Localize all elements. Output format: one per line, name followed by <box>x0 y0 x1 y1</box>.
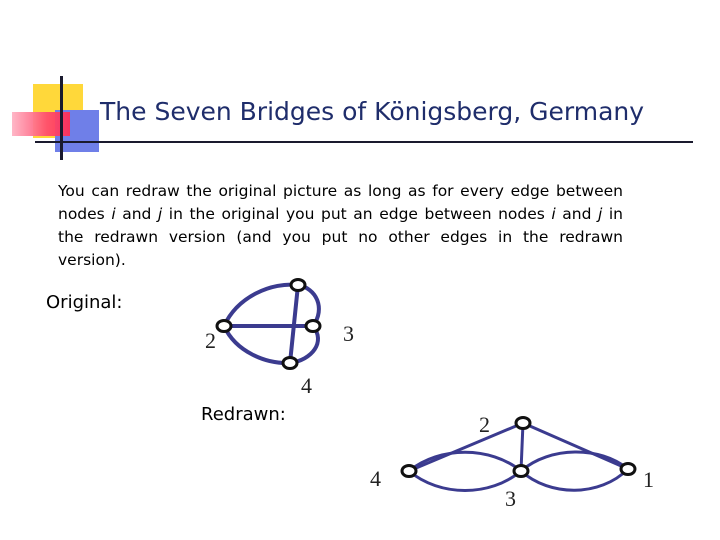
original-node-2 <box>217 321 231 332</box>
redrawn-node-2 <box>516 418 530 429</box>
desc-part-1: You can redraw the original picture as long as for every edge between nodes <box>58 182 623 223</box>
redrawn-graph <box>409 423 628 491</box>
original-label-3: 3 <box>343 321 354 346</box>
redrawn-label-3: 3 <box>505 486 516 511</box>
original-node-4 <box>283 358 297 369</box>
redrawn-edge-3-1-bottom <box>521 469 628 490</box>
desc-var-i-2: i <box>551 205 556 223</box>
redrawn-node-3 <box>514 466 528 477</box>
redrawn-edge-2-1 <box>523 423 628 469</box>
original-node-3 <box>306 321 320 332</box>
desc-part-5: in the redrawn version (and you put no other edges in the redrawn version). <box>58 205 624 269</box>
original-label: Original: <box>46 292 123 313</box>
redrawn-node-4 <box>402 466 416 477</box>
redrawn-label: Redrawn: <box>201 404 286 425</box>
redrawn-nodes <box>402 418 635 477</box>
desc-part-2: and <box>115 205 158 223</box>
redrawn-edge-4-3-top <box>409 452 521 471</box>
original-label-2: 2 <box>205 328 216 353</box>
original-label-4: 4 <box>301 373 312 398</box>
redrawn-node-1 <box>621 464 635 475</box>
slide-title: The Seven Bridges of Königsberg, Germany <box>100 97 645 126</box>
redrawn-label-1: 1 <box>643 467 654 492</box>
redrawn-label-2: 2 <box>479 412 490 437</box>
original-graph <box>224 285 319 363</box>
original-edge-2-bottom <box>224 326 290 363</box>
redrawn-edge-2-3 <box>521 423 523 471</box>
desc-part-3: in the original you put an edge between nodes <box>162 205 552 223</box>
redrawn-label-4: 4 <box>370 466 381 491</box>
desc-part-4: and <box>555 205 598 223</box>
desc-var-i-1: i <box>111 205 116 223</box>
desc-var-j-2: j <box>598 205 603 223</box>
original-node-top <box>291 280 305 291</box>
redrawn-edge-2-4 <box>409 423 523 471</box>
original-edge-2-top <box>224 285 298 326</box>
desc-var-j-1: j <box>157 205 163 223</box>
